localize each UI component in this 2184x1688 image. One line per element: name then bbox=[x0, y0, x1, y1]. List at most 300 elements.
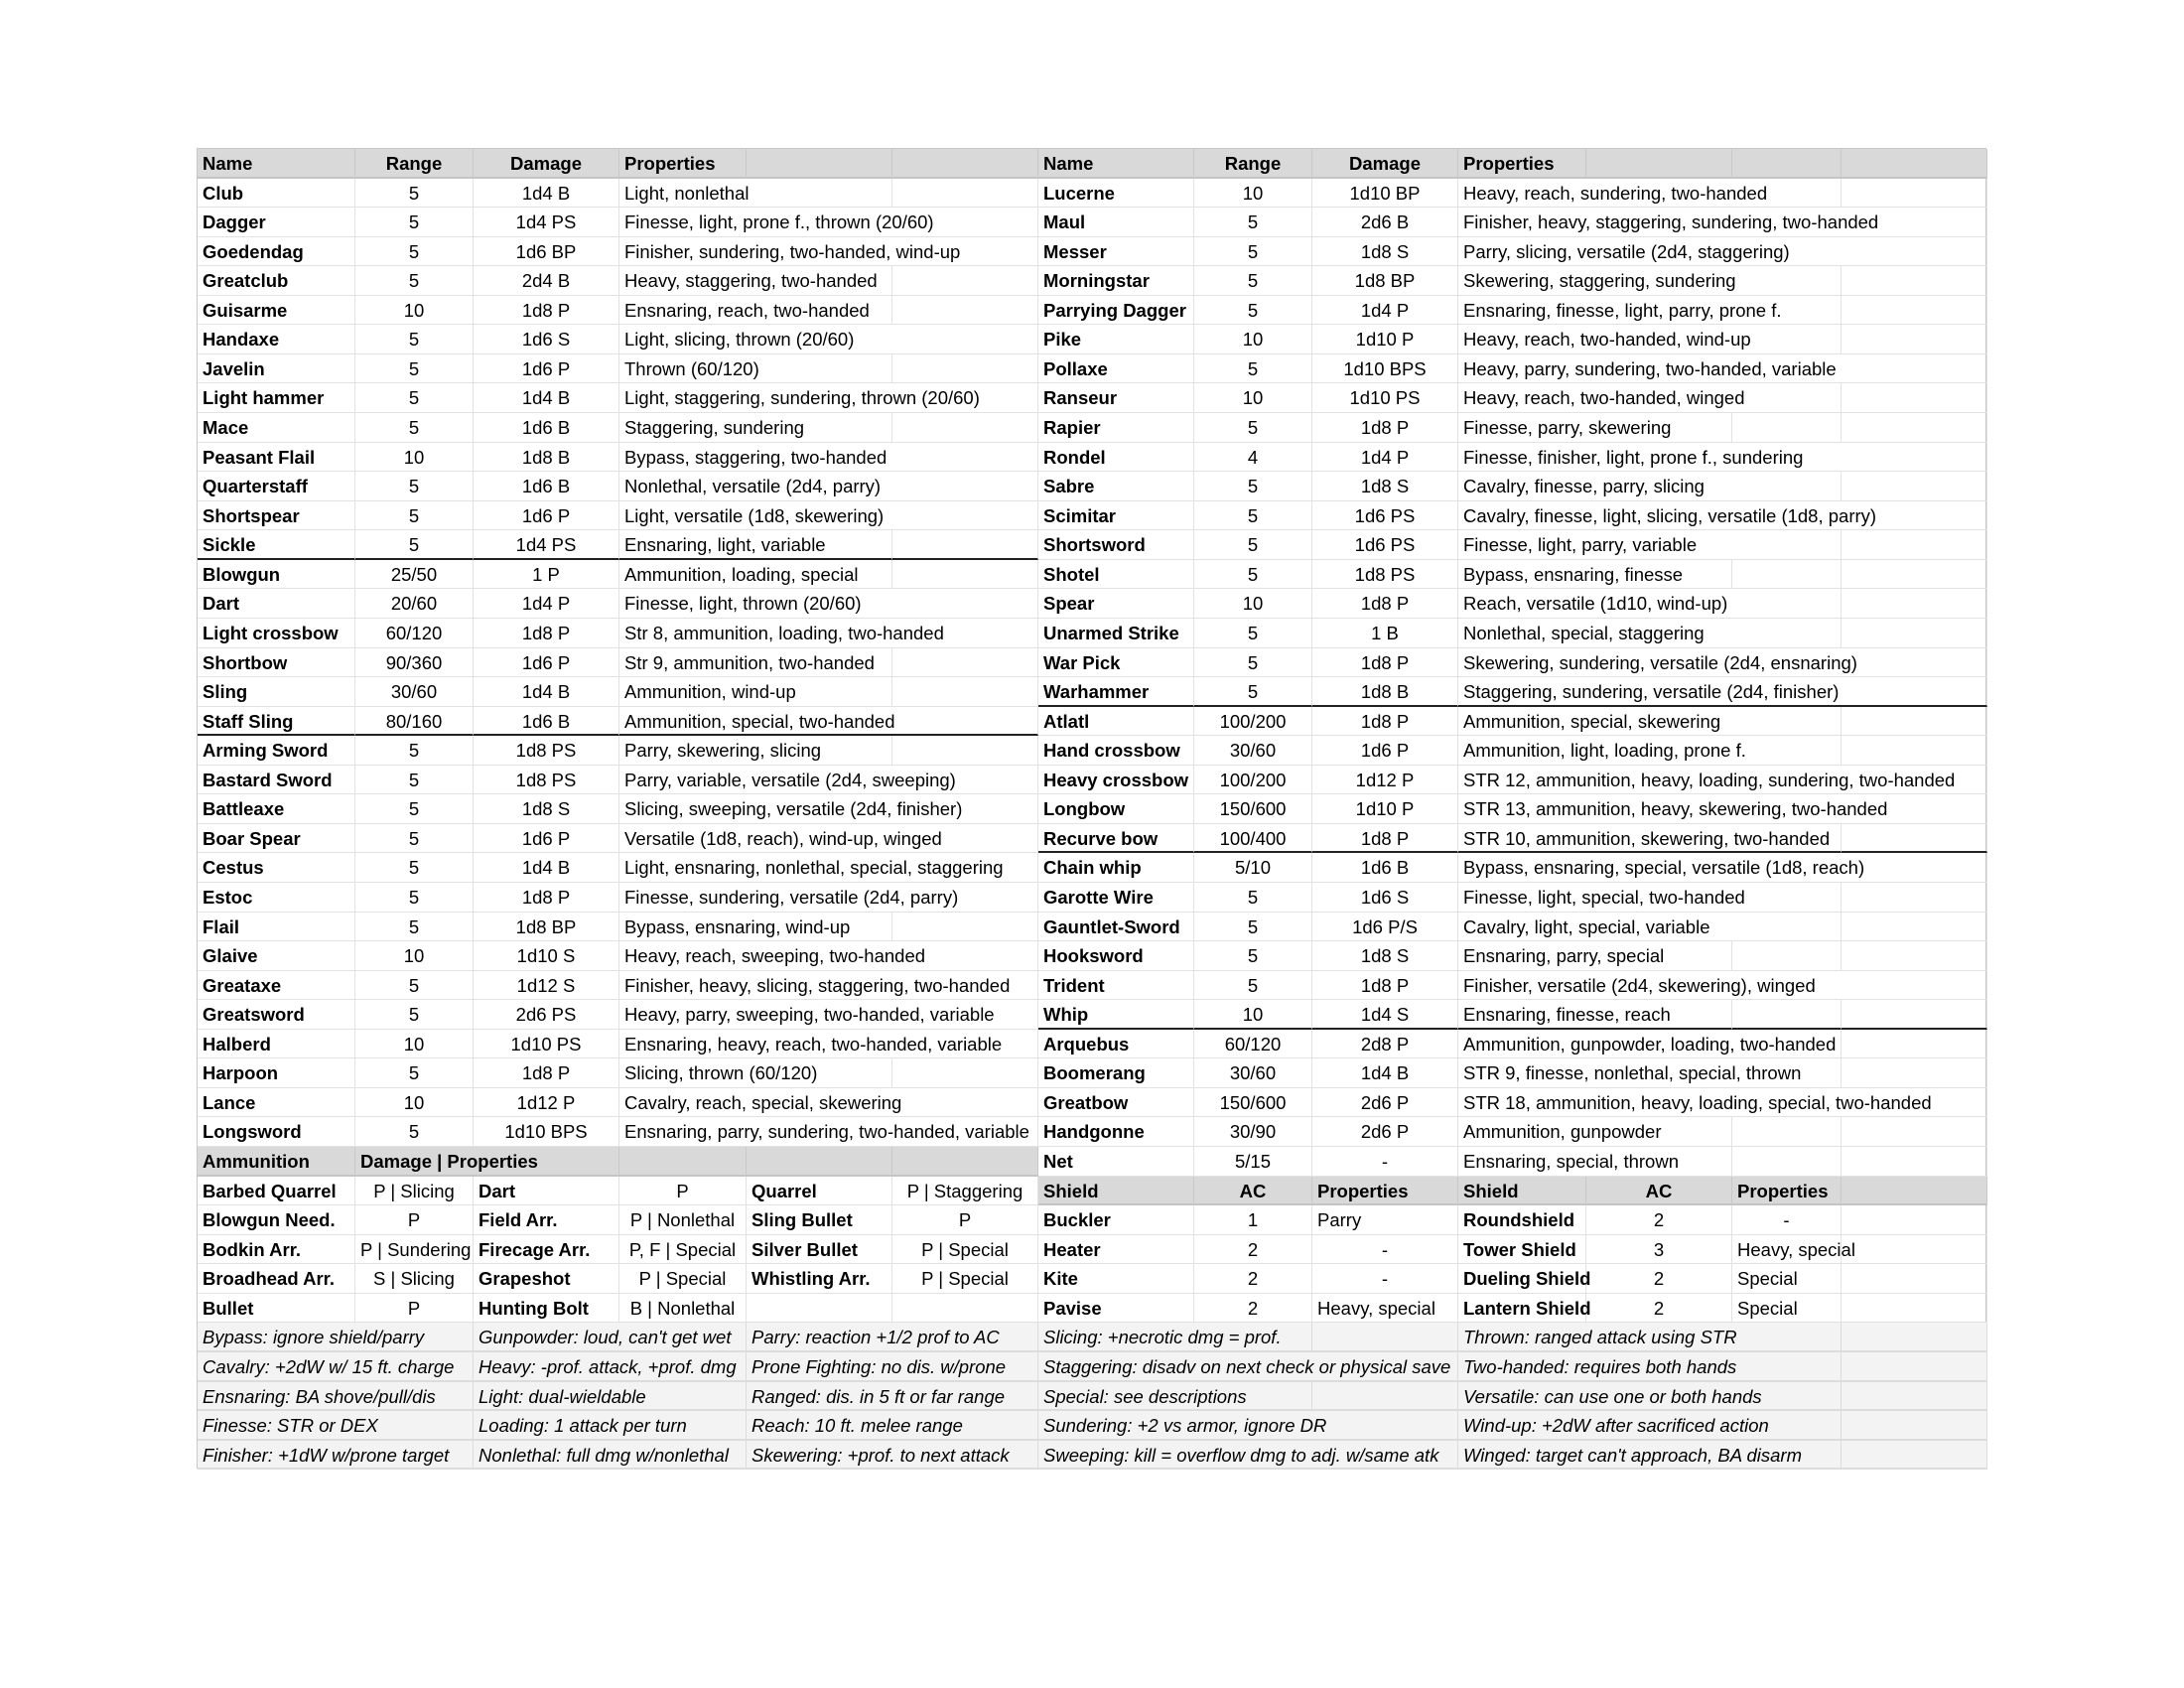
legend-note[interactable]: Prone Fighting: no dis. w/prone bbox=[747, 1352, 1038, 1382]
weapon-damage[interactable]: 1d6 P/S bbox=[1312, 913, 1458, 942]
weapon-properties[interactable]: Ammunition, gunpowder, loading, two-handed bbox=[1458, 1030, 1842, 1059]
weapon-properties[interactable]: Staggering, sundering, versatile (2d4, finisher) bbox=[1458, 677, 1987, 707]
legend-note[interactable]: Heavy: -prof. attack, +prof. dmg bbox=[474, 1352, 747, 1382]
blank-cell[interactable] bbox=[1842, 530, 1987, 560]
ammo-name[interactable]: Field Arr. bbox=[474, 1205, 619, 1235]
weapon-properties[interactable]: Parry, skewering, slicing bbox=[619, 736, 892, 766]
weapon-properties[interactable]: STR 10, ammunition, skewering, two-handed bbox=[1458, 824, 1842, 854]
weapon-name[interactable]: Glaive bbox=[198, 941, 355, 971]
blank-cell[interactable] bbox=[892, 413, 1038, 443]
weapon-properties[interactable]: Finesse, finisher, light, prone f., sundering bbox=[1458, 443, 1987, 473]
weapon-damage[interactable]: 2d6 P bbox=[1312, 1117, 1458, 1147]
weapon-name[interactable]: Longbow bbox=[1038, 794, 1194, 824]
weapon-name[interactable]: Javelin bbox=[198, 354, 355, 384]
weapon-name[interactable]: Messer bbox=[1038, 237, 1194, 267]
legend-note[interactable]: Nonlethal: full dmg w/nonlethal bbox=[474, 1441, 747, 1471]
shield-ac[interactable]: 2 bbox=[1194, 1294, 1312, 1324]
weapon-damage[interactable]: 1d4 PS bbox=[474, 208, 619, 237]
weapon-properties[interactable]: Light, staggering, sundering, thrown (20/60) bbox=[619, 383, 1038, 413]
weapon-properties[interactable]: Finisher, heavy, staggering, sundering, two-handed bbox=[1458, 208, 1987, 237]
weapon-range[interactable]: 10 bbox=[1194, 1000, 1312, 1030]
blank-cell[interactable] bbox=[1842, 824, 1987, 854]
weapon-properties[interactable]: Ensnaring, parry, special bbox=[1458, 941, 1732, 971]
weapon-damage[interactable]: 1d10 P bbox=[1312, 325, 1458, 354]
legend-note[interactable]: Thrown: ranged attack using STR bbox=[1458, 1323, 1842, 1352]
blank-cell[interactable] bbox=[1842, 1323, 1987, 1352]
blank-cell[interactable] bbox=[1842, 383, 1987, 413]
weapon-properties[interactable]: Nonlethal, versatile (2d4, parry) bbox=[619, 472, 1038, 501]
header-blank[interactable] bbox=[892, 149, 1038, 179]
shield-ac[interactable]: 2 bbox=[1586, 1205, 1732, 1235]
weapon-name[interactable]: Longsword bbox=[198, 1117, 355, 1147]
weapon-properties[interactable]: Ensnaring, heavy, reach, two-handed, variable bbox=[619, 1030, 1038, 1059]
weapon-damage[interactable]: 1d4 B bbox=[474, 383, 619, 413]
weapon-name[interactable]: Halberd bbox=[198, 1030, 355, 1059]
legend-note[interactable]: Bypass: ignore shield/parry bbox=[198, 1323, 474, 1352]
weapon-name[interactable]: Trident bbox=[1038, 971, 1194, 1001]
shield-ac-header[interactable]: AC bbox=[1194, 1177, 1312, 1206]
weapon-name[interactable]: Light hammer bbox=[198, 383, 355, 413]
weapon-range[interactable]: 5/10 bbox=[1194, 853, 1312, 883]
weapon-damage[interactable]: 1d6 P bbox=[1312, 736, 1458, 766]
ammo-name[interactable]: Blowgun Need. bbox=[198, 1205, 355, 1235]
weapon-name[interactable]: Gauntlet-Sword bbox=[1038, 913, 1194, 942]
legend-note[interactable]: Wind-up: +2dW after sacrificed action bbox=[1458, 1411, 1842, 1441]
weapon-range[interactable]: 30/60 bbox=[1194, 1058, 1312, 1088]
blank-cell[interactable] bbox=[892, 530, 1038, 560]
ammo-value[interactable]: P bbox=[892, 1205, 1038, 1235]
weapon-range[interactable]: 5 bbox=[1194, 648, 1312, 678]
weapon-name[interactable]: Rapier bbox=[1038, 413, 1194, 443]
weapon-properties[interactable]: Finesse, light, prone f., thrown (20/60) bbox=[619, 208, 1038, 237]
legend-note[interactable]: Special: see descriptions bbox=[1038, 1382, 1312, 1412]
header-blank[interactable] bbox=[619, 1147, 747, 1177]
weapon-properties[interactable]: Light, ensnaring, nonlethal, special, staggering bbox=[619, 853, 1038, 883]
weapon-properties[interactable]: Parry, slicing, versatile (2d4, staggering) bbox=[1458, 237, 1987, 267]
weapon-properties[interactable]: Ammunition, special, skewering bbox=[1458, 707, 1842, 737]
weapon-name[interactable]: Pike bbox=[1038, 325, 1194, 354]
weapon-range[interactable]: 10 bbox=[355, 941, 474, 971]
blank-cell[interactable] bbox=[892, 560, 1038, 590]
weapon-damage[interactable]: 1d6 S bbox=[1312, 883, 1458, 913]
weapon-damage[interactable]: 1d8 S bbox=[1312, 941, 1458, 971]
header-name[interactable]: Name bbox=[198, 149, 355, 179]
weapon-range[interactable]: 5 bbox=[355, 1117, 474, 1147]
weapon-range[interactable]: 30/60 bbox=[355, 677, 474, 707]
blank-cell[interactable] bbox=[1842, 179, 1987, 209]
legend-note[interactable]: Ranged: dis. in 5 ft or far range bbox=[747, 1382, 1038, 1412]
weapon-range[interactable]: 5 bbox=[355, 325, 474, 354]
header-blank[interactable] bbox=[1732, 149, 1842, 179]
blank-cell[interactable] bbox=[1842, 472, 1987, 501]
weapon-damage[interactable]: 1d8 S bbox=[1312, 237, 1458, 267]
blank-cell[interactable] bbox=[1842, 1264, 1987, 1294]
legend-note[interactable]: Finesse: STR or DEX bbox=[198, 1411, 474, 1441]
weapon-range[interactable]: 5 bbox=[1194, 971, 1312, 1001]
header-damage[interactable]: Damage bbox=[474, 149, 619, 179]
weapon-name[interactable]: Hooksword bbox=[1038, 941, 1194, 971]
blank-cell[interactable] bbox=[1842, 560, 1987, 590]
weapon-properties[interactable]: Skewering, sundering, versatile (2d4, ensnaring) bbox=[1458, 648, 1987, 678]
weapon-properties[interactable]: Str 9, ammunition, two-handed bbox=[619, 648, 892, 678]
blank-cell[interactable] bbox=[1842, 1147, 1987, 1177]
ammo-value[interactable]: P | Sundering bbox=[355, 1235, 474, 1265]
weapon-damage[interactable]: 1d10 P bbox=[1312, 794, 1458, 824]
weapon-properties[interactable]: STR 12, ammunition, heavy, loading, sundering, two-handed bbox=[1458, 766, 1987, 795]
weapon-range[interactable]: 5/15 bbox=[1194, 1147, 1312, 1177]
weapon-damage[interactable]: 2d8 P bbox=[1312, 1030, 1458, 1059]
weapon-properties[interactable]: Bypass, ensnaring, wind-up bbox=[619, 913, 892, 942]
weapon-name[interactable]: Heavy crossbow bbox=[1038, 766, 1194, 795]
weapon-properties[interactable]: Ensnaring, finesse, light, parry, prone f. bbox=[1458, 296, 1842, 326]
weapon-name[interactable]: Scimitar bbox=[1038, 501, 1194, 531]
weapon-properties[interactable]: Slicing, sweeping, versatile (2d4, finisher) bbox=[619, 794, 1038, 824]
weapon-name[interactable]: Shortspear bbox=[198, 501, 355, 531]
weapon-name[interactable]: Atlatl bbox=[1038, 707, 1194, 737]
blank-cell[interactable] bbox=[892, 179, 1038, 209]
weapon-range[interactable]: 5 bbox=[355, 794, 474, 824]
weapon-range[interactable]: 5 bbox=[355, 1000, 474, 1030]
legend-note[interactable]: Ensnaring: BA shove/pull/dis bbox=[198, 1382, 474, 1412]
weapon-name[interactable]: Greataxe bbox=[198, 971, 355, 1001]
shield-name[interactable]: Dueling Shield bbox=[1458, 1264, 1586, 1294]
weapon-name[interactable]: Cestus bbox=[198, 853, 355, 883]
weapon-name[interactable]: Mace bbox=[198, 413, 355, 443]
weapon-properties[interactable]: Ensnaring, reach, two-handed bbox=[619, 296, 892, 326]
ammo-name[interactable]: Dart bbox=[474, 1177, 619, 1206]
weapon-name[interactable]: Shortsword bbox=[1038, 530, 1194, 560]
legend-note[interactable]: Sweeping: kill = overflow dmg to adj. w/same atk bbox=[1038, 1441, 1458, 1471]
weapon-range[interactable]: 10 bbox=[1194, 179, 1312, 209]
weapon-name[interactable]: Handaxe bbox=[198, 325, 355, 354]
weapon-properties[interactable]: Bypass, ensnaring, special, versatile (1d8, reach) bbox=[1458, 853, 1987, 883]
weapon-damage[interactable]: 1d8 PS bbox=[474, 766, 619, 795]
weapon-properties[interactable]: Heavy, staggering, two-handed bbox=[619, 266, 892, 296]
blank-cell[interactable] bbox=[1312, 1382, 1458, 1412]
weapon-name[interactable]: Recurve bow bbox=[1038, 824, 1194, 854]
ammunition-damage-properties-header[interactable]: Damage | Properties bbox=[355, 1147, 619, 1177]
blank-cell[interactable] bbox=[1842, 1030, 1987, 1059]
legend-note[interactable]: Loading: 1 attack per turn bbox=[474, 1411, 747, 1441]
weapon-damage[interactable]: 1d8 BP bbox=[474, 913, 619, 942]
blank-cell[interactable] bbox=[892, 913, 1038, 942]
legend-note[interactable]: Reach: 10 ft. melee range bbox=[747, 1411, 1038, 1441]
ammo-name[interactable]: Grapeshot bbox=[474, 1264, 619, 1294]
weapon-range[interactable]: 100/400 bbox=[1194, 824, 1312, 854]
weapon-damage[interactable]: 1d8 P bbox=[474, 296, 619, 326]
weapon-damage[interactable]: 1d10 S bbox=[474, 941, 619, 971]
weapon-properties[interactable]: Ensnaring, parry, sundering, two-handed, variable bbox=[619, 1117, 1038, 1147]
shield-properties[interactable]: Heavy, special bbox=[1312, 1294, 1458, 1324]
weapon-damage[interactable]: 1d8 B bbox=[474, 443, 619, 473]
header-blank[interactable] bbox=[1586, 149, 1732, 179]
header-blank[interactable] bbox=[747, 1147, 892, 1177]
weapon-range[interactable]: 5 bbox=[1194, 208, 1312, 237]
weapon-name[interactable]: Boomerang bbox=[1038, 1058, 1194, 1088]
ammo-name[interactable]: Whistling Arr. bbox=[747, 1264, 892, 1294]
weapon-properties[interactable]: Finisher, versatile (2d4, skewering), winged bbox=[1458, 971, 1987, 1001]
weapon-range[interactable]: 5 bbox=[355, 971, 474, 1001]
blank-cell[interactable] bbox=[1732, 560, 1842, 590]
weapon-properties[interactable]: Cavalry, finesse, light, slicing, versatile (1d8, parry) bbox=[1458, 501, 1987, 531]
weapon-properties[interactable]: Thrown (60/120) bbox=[619, 354, 892, 384]
weapon-damage[interactable]: 1d8 P bbox=[1312, 971, 1458, 1001]
legend-note[interactable]: Cavalry: +2dW w/ 15 ft. charge bbox=[198, 1352, 474, 1382]
blank-cell[interactable] bbox=[892, 648, 1038, 678]
weapon-range[interactable]: 100/200 bbox=[1194, 766, 1312, 795]
weapon-damage[interactable]: 1d6 B bbox=[1312, 853, 1458, 883]
blank-cell[interactable] bbox=[1732, 1147, 1842, 1177]
weapon-range[interactable]: 5 bbox=[1194, 296, 1312, 326]
shield-properties-header[interactable]: Properties bbox=[1732, 1177, 1842, 1206]
ammunition-header[interactable]: Ammunition bbox=[198, 1147, 355, 1177]
weapon-properties[interactable]: Cavalry, reach, special, skewering bbox=[619, 1088, 1038, 1118]
shield-name[interactable]: Tower Shield bbox=[1458, 1235, 1586, 1265]
blank-cell[interactable] bbox=[1842, 1235, 1987, 1265]
weapon-properties[interactable]: Versatile (1d8, reach), wind-up, winged bbox=[619, 824, 1038, 854]
legend-note[interactable]: Versatile: can use one or both hands bbox=[1458, 1382, 1842, 1412]
weapon-range[interactable]: 5 bbox=[1194, 883, 1312, 913]
header-blank[interactable] bbox=[892, 1147, 1038, 1177]
shield-ac[interactable]: 2 bbox=[1586, 1264, 1732, 1294]
weapon-name[interactable]: Peasant Flail bbox=[198, 443, 355, 473]
header-blank[interactable] bbox=[1842, 1177, 1987, 1206]
header-properties[interactable]: Properties bbox=[1458, 149, 1586, 179]
weapon-range[interactable]: 10 bbox=[355, 296, 474, 326]
weapon-properties[interactable]: STR 9, finesse, nonlethal, special, thrown bbox=[1458, 1058, 1842, 1088]
shield-ac[interactable]: 2 bbox=[1194, 1235, 1312, 1265]
weapon-name[interactable]: Garotte Wire bbox=[1038, 883, 1194, 913]
weapon-name[interactable]: Greatbow bbox=[1038, 1088, 1194, 1118]
weapon-damage[interactable]: 1d6 B bbox=[474, 707, 619, 737]
weapon-name[interactable]: Whip bbox=[1038, 1000, 1194, 1030]
ammo-value[interactable]: S | Slicing bbox=[355, 1264, 474, 1294]
weapon-damage[interactable]: 2d6 B bbox=[1312, 208, 1458, 237]
weapon-range[interactable]: 150/600 bbox=[1194, 794, 1312, 824]
weapon-name[interactable]: Estoc bbox=[198, 883, 355, 913]
weapon-damage[interactable]: 1d4 P bbox=[474, 589, 619, 619]
weapon-name[interactable]: Unarmed Strike bbox=[1038, 619, 1194, 648]
weapon-damage[interactable]: 1d8 P bbox=[474, 1058, 619, 1088]
weapon-range[interactable]: 5 bbox=[355, 179, 474, 209]
ammo-name[interactable]: Hunting Bolt bbox=[474, 1294, 619, 1324]
weapon-name[interactable]: Club bbox=[198, 179, 355, 209]
weapon-damage[interactable]: 1d6 PS bbox=[1312, 501, 1458, 531]
weapon-properties[interactable]: Finesse, light, special, two-handed bbox=[1458, 883, 1842, 913]
weapon-range[interactable]: 5 bbox=[355, 354, 474, 384]
weapon-name[interactable]: Staff Sling bbox=[198, 707, 355, 737]
shield-ac[interactable]: 3 bbox=[1586, 1235, 1732, 1265]
weapon-range[interactable]: 30/60 bbox=[1194, 736, 1312, 766]
weapon-name[interactable]: Morningstar bbox=[1038, 266, 1194, 296]
weapon-range[interactable]: 5 bbox=[355, 736, 474, 766]
shield-properties[interactable]: Special bbox=[1732, 1294, 1842, 1324]
legend-note[interactable]: Light: dual-wieldable bbox=[474, 1382, 747, 1412]
ammo-value[interactable]: P | Special bbox=[619, 1264, 747, 1294]
weapon-range[interactable]: 5 bbox=[355, 383, 474, 413]
weapon-damage[interactable]: 2d6 P bbox=[1312, 1088, 1458, 1118]
weapon-properties[interactable]: Ammunition, loading, special bbox=[619, 560, 892, 590]
weapon-damage[interactable]: 1d4 B bbox=[474, 677, 619, 707]
weapon-properties[interactable]: Ammunition, special, two-handed bbox=[619, 707, 1038, 737]
weapon-properties[interactable]: Reach, versatile (1d10, wind-up) bbox=[1458, 589, 1842, 619]
weapon-properties[interactable]: Heavy, reach, sweeping, two-handed bbox=[619, 941, 1038, 971]
weapon-name[interactable]: Net bbox=[1038, 1147, 1194, 1177]
weapon-name[interactable]: Sickle bbox=[198, 530, 355, 560]
ammo-value[interactable] bbox=[892, 1294, 1038, 1324]
weapon-range[interactable]: 10 bbox=[355, 1030, 474, 1059]
weapon-name[interactable]: Greatclub bbox=[198, 266, 355, 296]
weapon-name[interactable]: Sabre bbox=[1038, 472, 1194, 501]
weapon-damage[interactable]: 1d6 B bbox=[474, 413, 619, 443]
shield-properties[interactable]: Special bbox=[1732, 1264, 1842, 1294]
weapon-range[interactable]: 5 bbox=[355, 913, 474, 942]
weapon-range[interactable]: 5 bbox=[355, 853, 474, 883]
weapon-damage[interactable]: 1d4 P bbox=[1312, 296, 1458, 326]
blank-cell[interactable] bbox=[1842, 1117, 1987, 1147]
blank-cell[interactable] bbox=[1732, 941, 1842, 971]
shield-properties[interactable]: - bbox=[1312, 1264, 1458, 1294]
weapon-range[interactable]: 5 bbox=[1194, 237, 1312, 267]
weapon-name[interactable]: Hand crossbow bbox=[1038, 736, 1194, 766]
weapon-range[interactable]: 5 bbox=[1194, 472, 1312, 501]
blank-cell[interactable] bbox=[1842, 707, 1987, 737]
weapon-range[interactable]: 5 bbox=[1194, 266, 1312, 296]
weapon-range[interactable]: 150/600 bbox=[1194, 1088, 1312, 1118]
shield-name[interactable]: Heater bbox=[1038, 1235, 1194, 1265]
weapon-range[interactable]: 5 bbox=[355, 237, 474, 267]
weapon-properties[interactable]: Heavy, reach, two-handed, wind-up bbox=[1458, 325, 1842, 354]
weapon-damage[interactable]: 1d8 P bbox=[1312, 413, 1458, 443]
blank-cell[interactable] bbox=[1842, 913, 1987, 942]
weapon-name[interactable]: Light crossbow bbox=[198, 619, 355, 648]
weapon-properties[interactable]: Finesse, light, parry, variable bbox=[1458, 530, 1842, 560]
weapon-damage[interactable]: 1d6 P bbox=[474, 501, 619, 531]
weapon-properties[interactable]: Finesse, parry, skewering bbox=[1458, 413, 1732, 443]
weapon-range[interactable]: 5 bbox=[1194, 530, 1312, 560]
weapon-damage[interactable]: 1d4 S bbox=[1312, 1000, 1458, 1030]
header-range[interactable]: Range bbox=[355, 149, 474, 179]
weapon-range[interactable]: 5 bbox=[1194, 941, 1312, 971]
weapon-damage[interactable]: 1d8 S bbox=[1312, 472, 1458, 501]
weapon-damage[interactable]: 2d6 PS bbox=[474, 1000, 619, 1030]
header-name[interactable]: Name bbox=[1038, 149, 1194, 179]
weapon-damage[interactable]: 1d4 PS bbox=[474, 530, 619, 560]
blank-cell[interactable] bbox=[892, 736, 1038, 766]
blank-cell[interactable] bbox=[1842, 266, 1987, 296]
blank-cell[interactable] bbox=[1842, 1382, 1987, 1412]
weapon-properties[interactable]: Finisher, heavy, slicing, staggering, two-handed bbox=[619, 971, 1038, 1001]
weapon-damage[interactable]: 1d4 B bbox=[474, 179, 619, 209]
shield-properties[interactable]: Heavy, special bbox=[1732, 1235, 1842, 1265]
weapon-range[interactable]: 10 bbox=[1194, 383, 1312, 413]
shield-header[interactable]: Shield bbox=[1458, 1177, 1586, 1206]
ammo-name[interactable]: Bodkin Arr. bbox=[198, 1235, 355, 1265]
legend-note[interactable]: Staggering: disadv on next check or physical save bbox=[1038, 1352, 1458, 1382]
weapon-damage[interactable]: 1 P bbox=[474, 560, 619, 590]
blank-cell[interactable] bbox=[1842, 619, 1987, 648]
weapon-range[interactable]: 5 bbox=[355, 1058, 474, 1088]
weapon-damage[interactable]: 1d4 B bbox=[1312, 1058, 1458, 1088]
weapon-range[interactable]: 10 bbox=[355, 443, 474, 473]
weapon-damage[interactable]: 1d6 P bbox=[474, 824, 619, 854]
blank-cell[interactable] bbox=[1312, 1323, 1458, 1352]
blank-cell[interactable] bbox=[1842, 1352, 1987, 1382]
weapon-range[interactable]: 5 bbox=[1194, 413, 1312, 443]
weapon-range[interactable]: 5 bbox=[355, 266, 474, 296]
blank-cell[interactable] bbox=[892, 296, 1038, 326]
shield-header[interactable]: Shield bbox=[1038, 1177, 1194, 1206]
blank-cell[interactable] bbox=[1842, 736, 1987, 766]
weapon-properties[interactable]: Heavy, parry, sweeping, two-handed, variable bbox=[619, 1000, 1038, 1030]
weapon-properties[interactable]: Str 8, ammunition, loading, two-handed bbox=[619, 619, 1038, 648]
blank-cell[interactable] bbox=[1842, 1058, 1987, 1088]
ammo-value[interactable]: P | Staggering bbox=[892, 1177, 1038, 1206]
weapon-damage[interactable]: 1d10 BP bbox=[1312, 179, 1458, 209]
header-damage[interactable]: Damage bbox=[1312, 149, 1458, 179]
header-properties[interactable]: Properties bbox=[619, 149, 747, 179]
ammo-value[interactable]: B | Nonlethal bbox=[619, 1294, 747, 1324]
legend-note[interactable]: Finisher: +1dW w/prone target bbox=[198, 1441, 474, 1471]
weapon-properties[interactable]: Slicing, thrown (60/120) bbox=[619, 1058, 892, 1088]
weapon-damage[interactable]: 1d8 PS bbox=[474, 736, 619, 766]
legend-note[interactable]: Sundering: +2 vs armor, ignore DR bbox=[1038, 1411, 1458, 1441]
weapon-damage[interactable]: 1d10 BPS bbox=[474, 1117, 619, 1147]
weapon-range[interactable]: 5 bbox=[1194, 913, 1312, 942]
weapon-properties[interactable]: Light, slicing, thrown (20/60) bbox=[619, 325, 1038, 354]
weapon-range[interactable]: 5 bbox=[355, 208, 474, 237]
header-blank[interactable] bbox=[1842, 149, 1987, 179]
weapon-damage[interactable]: 1d8 P bbox=[474, 883, 619, 913]
weapon-name[interactable]: Blowgun bbox=[198, 560, 355, 590]
weapon-range[interactable]: 5 bbox=[355, 530, 474, 560]
weapon-range[interactable]: 5 bbox=[355, 472, 474, 501]
weapon-damage[interactable]: 1d8 P bbox=[1312, 648, 1458, 678]
weapon-range[interactable]: 5 bbox=[355, 766, 474, 795]
ammo-name[interactable]: Firecage Arr. bbox=[474, 1235, 619, 1265]
ammo-value[interactable]: P bbox=[619, 1177, 747, 1206]
weapon-properties[interactable]: Finisher, sundering, two-handed, wind-up bbox=[619, 237, 1038, 267]
weapon-name[interactable]: Chain whip bbox=[1038, 853, 1194, 883]
shield-properties-header[interactable]: Properties bbox=[1312, 1177, 1458, 1206]
weapon-range[interactable]: 80/160 bbox=[355, 707, 474, 737]
ammo-value[interactable]: P | Special bbox=[892, 1235, 1038, 1265]
weapon-range[interactable]: 5 bbox=[1194, 501, 1312, 531]
shield-properties[interactable]: - bbox=[1732, 1205, 1842, 1235]
weapon-damage[interactable]: 1d8 P bbox=[1312, 589, 1458, 619]
weapon-range[interactable]: 5 bbox=[355, 413, 474, 443]
weapon-properties[interactable]: Light, versatile (1d8, skewering) bbox=[619, 501, 1038, 531]
weapon-range[interactable]: 5 bbox=[355, 824, 474, 854]
weapon-range[interactable]: 10 bbox=[1194, 325, 1312, 354]
weapon-name[interactable]: Rondel bbox=[1038, 443, 1194, 473]
blank-cell[interactable] bbox=[892, 1058, 1038, 1088]
weapon-damage[interactable]: 1d10 PS bbox=[474, 1030, 619, 1059]
weapon-range[interactable]: 30/90 bbox=[1194, 1117, 1312, 1147]
weapon-name[interactable]: Boar Spear bbox=[198, 824, 355, 854]
header-range[interactable]: Range bbox=[1194, 149, 1312, 179]
weapon-range[interactable]: 5 bbox=[355, 883, 474, 913]
weapon-properties[interactable]: Ensnaring, finesse, reach bbox=[1458, 1000, 1732, 1030]
weapon-name[interactable]: Parrying Dagger bbox=[1038, 296, 1194, 326]
blank-cell[interactable] bbox=[1842, 1205, 1987, 1235]
weapon-name[interactable]: Goedendag bbox=[198, 237, 355, 267]
weapon-name[interactable]: Guisarme bbox=[198, 296, 355, 326]
weapon-name[interactable]: Harpoon bbox=[198, 1058, 355, 1088]
weapon-damage[interactable]: 1d12 P bbox=[474, 1088, 619, 1118]
shield-ac-header[interactable]: AC bbox=[1586, 1177, 1732, 1206]
weapon-properties[interactable]: Light, nonlethal bbox=[619, 179, 892, 209]
